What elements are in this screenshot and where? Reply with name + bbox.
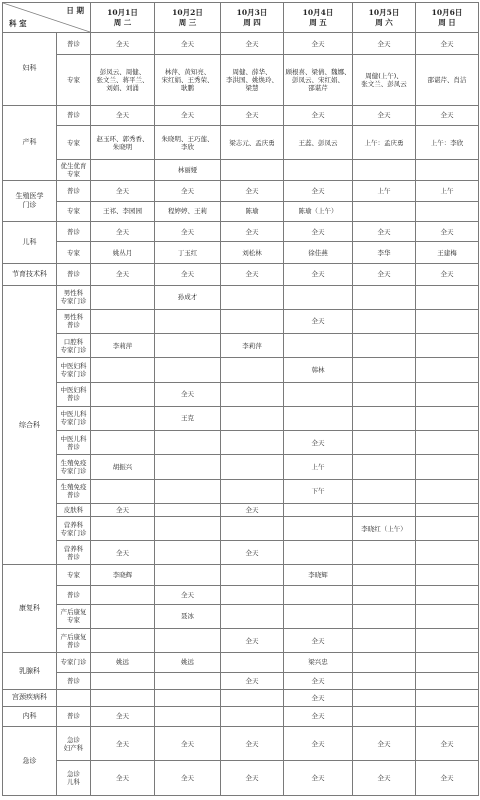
schedule-cell xyxy=(155,565,221,585)
department-name: 康复科 xyxy=(3,565,57,653)
schedule-cell xyxy=(353,479,416,503)
schedule-cell: 陈瑜 xyxy=(221,201,284,221)
schedule-cell: 程婷婷、王莉 xyxy=(155,201,221,221)
department-axis-label: 科 室 xyxy=(9,19,27,28)
schedule-cell xyxy=(416,585,479,604)
date-axis-label: 日 期 xyxy=(66,6,84,15)
schedule-cell: 全天 xyxy=(284,33,353,55)
schedule-cell: 全天 xyxy=(284,706,353,726)
schedule-cell xyxy=(284,503,353,516)
schedule-cell: 全天 xyxy=(155,221,221,241)
schedule-cell xyxy=(221,653,284,672)
clinic-type: 中医儿科 普诊 xyxy=(57,431,91,455)
schedule-cell xyxy=(284,334,353,358)
clinic-type: 男性科 专家门诊 xyxy=(57,285,91,309)
schedule-cell xyxy=(155,629,221,653)
table-row xyxy=(3,309,479,333)
schedule-cell: 林丽娅 xyxy=(155,160,221,180)
table-row xyxy=(3,33,479,55)
schedule-cell xyxy=(353,706,416,726)
schedule-cell xyxy=(353,285,416,309)
schedule-cell xyxy=(416,358,479,382)
schedule-cell xyxy=(91,479,155,503)
schedule-cell xyxy=(91,629,155,653)
clinic-type xyxy=(57,689,91,706)
schedule-cell: 顾根喜、梁倩、魏娜、 彭凤云、宋红娟、 邵谌芹 xyxy=(284,55,353,106)
schedule-cell: 全天 xyxy=(284,727,353,761)
schedule-cell xyxy=(416,706,479,726)
department-name: 儿科 xyxy=(3,221,57,263)
schedule-cell: 全天 xyxy=(91,105,155,125)
schedule-cell xyxy=(221,689,284,706)
schedule-cell xyxy=(353,565,416,585)
schedule-cell: 姚远 xyxy=(155,653,221,672)
schedule-cell xyxy=(353,455,416,479)
schedule-cell xyxy=(416,503,479,516)
schedule-cell: 王蕊、彭凤云 xyxy=(284,125,353,159)
schedule-cell xyxy=(221,516,284,540)
schedule-cell xyxy=(284,541,353,565)
schedule-cell xyxy=(353,541,416,565)
schedule-cell: 李莉萍 xyxy=(221,334,284,358)
table-row xyxy=(3,761,479,796)
schedule-cell: 全天 xyxy=(353,761,416,796)
schedule-cell xyxy=(416,565,479,585)
schedule-cell: 全天 xyxy=(221,672,284,689)
schedule-cell: 全天 xyxy=(284,221,353,241)
schedule-body xyxy=(3,33,479,796)
schedule-cell xyxy=(353,334,416,358)
schedule-cell: 彭凤云、周健、 张文兰、蒋平兰、 刘娟、刘涌 xyxy=(91,55,155,106)
schedule-cell: 全天 xyxy=(284,309,353,333)
table-row xyxy=(3,221,479,241)
schedule-cell: 全天 xyxy=(353,727,416,761)
schedule-cell xyxy=(416,653,479,672)
clinic-type: 中医儿科 专家门诊 xyxy=(57,406,91,430)
schedule-cell: 全天 xyxy=(91,706,155,726)
schedule-cell xyxy=(91,309,155,333)
schedule-cell xyxy=(416,334,479,358)
schedule-cell: 全天 xyxy=(91,264,155,285)
schedule-cell xyxy=(91,689,155,706)
schedule-cell: 周健、薛华、 李洪国、姚焕玲、 梁慧 xyxy=(221,55,284,106)
clinic-type: 急诊 妇产科 xyxy=(57,727,91,761)
schedule-cell xyxy=(416,455,479,479)
clinic-type: 普诊 xyxy=(57,221,91,241)
schedule-cell xyxy=(155,503,221,516)
schedule-cell xyxy=(416,541,479,565)
schedule-cell: 梁兴忠 xyxy=(284,653,353,672)
clinic-type: 产后康复 专家 xyxy=(57,604,91,628)
header-row xyxy=(3,3,479,33)
schedule-cell xyxy=(91,672,155,689)
day-date: 10月6日 xyxy=(431,7,463,17)
table-row xyxy=(3,727,479,761)
schedule-cell: 全天 xyxy=(221,180,284,201)
schedule-cell: 全天 xyxy=(353,105,416,125)
schedule-cell: 全天 xyxy=(221,105,284,125)
schedule-cell xyxy=(284,160,353,180)
table-row xyxy=(3,242,479,264)
schedule-cell: 全天 xyxy=(416,105,479,125)
day-weekday: 周 日 xyxy=(438,17,456,27)
clinic-type: 普诊 xyxy=(57,33,91,55)
clinic-type: 普诊 xyxy=(57,264,91,285)
clinic-type: 普诊 xyxy=(57,105,91,125)
schedule-cell xyxy=(155,706,221,726)
day-header xyxy=(353,3,416,33)
schedule-cell xyxy=(221,565,284,585)
schedule-cell xyxy=(155,334,221,358)
schedule-cell xyxy=(91,604,155,628)
clinic-type: 营养科 专家门诊 xyxy=(57,516,91,540)
schedule-cell: 全天 xyxy=(221,541,284,565)
table-row xyxy=(3,406,479,430)
clinic-type: 专家 xyxy=(57,125,91,159)
schedule-cell: 全天 xyxy=(284,761,353,796)
schedule-cell xyxy=(221,309,284,333)
table-row xyxy=(3,334,479,358)
schedule-cell xyxy=(221,479,284,503)
schedule-cell xyxy=(221,604,284,628)
clinic-type: 普诊 xyxy=(57,585,91,604)
clinic-type: 专家 xyxy=(57,201,91,221)
schedule-cell: 上午 xyxy=(353,180,416,201)
day-weekday: 周 四 xyxy=(243,17,261,27)
schedule-cell xyxy=(353,160,416,180)
table-row xyxy=(3,285,479,309)
table-row xyxy=(3,541,479,565)
schedule-cell: 全天 xyxy=(416,727,479,761)
schedule-cell: 上午 xyxy=(284,455,353,479)
schedule-cell xyxy=(155,479,221,503)
schedule-cell: 全天 xyxy=(353,221,416,241)
schedule-cell xyxy=(91,406,155,430)
schedule-cell: 全天 xyxy=(155,585,221,604)
schedule-cell: 全天 xyxy=(91,541,155,565)
schedule-cell xyxy=(416,285,479,309)
table-row xyxy=(3,672,479,689)
department-name: 生殖医学 门诊 xyxy=(3,180,57,221)
schedule-cell: 全天 xyxy=(91,221,155,241)
clinic-type: 生殖免疫 专家门诊 xyxy=(57,455,91,479)
day-header xyxy=(284,3,353,33)
schedule-cell: 全天 xyxy=(221,221,284,241)
schedule-cell xyxy=(353,382,416,406)
schedule-cell xyxy=(353,604,416,628)
schedule-cell: 全天 xyxy=(221,761,284,796)
table-row xyxy=(3,264,479,285)
schedule-cell: 全天 xyxy=(416,33,479,55)
schedule-cell: 全天 xyxy=(155,33,221,55)
table-row xyxy=(3,653,479,672)
clinic-type: 优生优育 专家 xyxy=(57,160,91,180)
table-row xyxy=(3,604,479,628)
schedule-cell xyxy=(221,455,284,479)
day-date: 10月4日 xyxy=(302,7,334,17)
table-row xyxy=(3,431,479,455)
schedule-cell: 李莉萍 xyxy=(91,334,155,358)
schedule-cell: 全天 xyxy=(353,264,416,285)
table-row xyxy=(3,55,479,106)
schedule-cell xyxy=(91,431,155,455)
schedule-cell xyxy=(353,358,416,382)
schedule-cell: 丁玉红 xyxy=(155,242,221,264)
day-header xyxy=(91,3,155,33)
schedule-cell xyxy=(416,382,479,406)
schedule-cell xyxy=(91,516,155,540)
schedule-cell: 全天 xyxy=(155,727,221,761)
schedule-cell xyxy=(416,604,479,628)
schedule-cell: 全天 xyxy=(91,727,155,761)
schedule-cell: 下午 xyxy=(284,479,353,503)
schedule-cell xyxy=(353,503,416,516)
schedule-cell xyxy=(416,629,479,653)
day-weekday: 周 六 xyxy=(375,17,393,27)
table-row xyxy=(3,201,479,221)
schedule-cell: 全天 xyxy=(221,727,284,761)
day-date: 10月5日 xyxy=(368,7,400,17)
day-weekday: 周 二 xyxy=(113,17,132,27)
schedule-cell xyxy=(155,309,221,333)
schedule-cell: 周健(上午)、 张文兰、彭凤云 xyxy=(353,55,416,106)
schedule-cell xyxy=(416,672,479,689)
schedule-cell: 全天 xyxy=(416,221,479,241)
day-date: 10月3日 xyxy=(236,7,268,17)
schedule-cell: 王建梅 xyxy=(416,242,479,264)
schedule-cell xyxy=(91,285,155,309)
schedule-cell: 全天 xyxy=(284,431,353,455)
schedule-cell xyxy=(91,160,155,180)
schedule-cell xyxy=(416,309,479,333)
schedule-cell: 李晓红（上午） xyxy=(353,516,416,540)
schedule-cell: 胡振兴 xyxy=(91,455,155,479)
clinic-type: 中医妇科 普诊 xyxy=(57,382,91,406)
schedule-cell: 全天 xyxy=(155,761,221,796)
clinic-type: 生殖免疫 普诊 xyxy=(57,479,91,503)
clinic-type: 普诊 xyxy=(57,180,91,201)
department-name: 妇科 xyxy=(3,33,57,106)
clinic-type: 皮肤科 xyxy=(57,503,91,516)
department-name: 产科 xyxy=(3,105,57,180)
schedule-cell xyxy=(353,406,416,430)
department-name: 急诊 xyxy=(3,727,57,796)
table-row xyxy=(3,503,479,516)
schedule-cell: 全天 xyxy=(353,33,416,55)
schedule-cell xyxy=(284,382,353,406)
schedule-cell: 李华 xyxy=(353,242,416,264)
schedule-cell: 全天 xyxy=(155,264,221,285)
department-name: 综合科 xyxy=(3,285,57,565)
schedule-cell xyxy=(416,406,479,430)
clinic-type: 专家 xyxy=(57,55,91,106)
schedule-cell xyxy=(221,406,284,430)
schedule-cell xyxy=(416,479,479,503)
schedule-cell xyxy=(284,285,353,309)
clinic-type: 男性科 普诊 xyxy=(57,309,91,333)
clinic-type: 普诊 xyxy=(57,706,91,726)
schedule-cell: 全天 xyxy=(155,105,221,125)
table-row xyxy=(3,479,479,503)
schedule-cell xyxy=(91,585,155,604)
schedule-cell xyxy=(416,516,479,540)
day-date: 10月2日 xyxy=(172,7,203,17)
table-row xyxy=(3,455,479,479)
table-row xyxy=(3,516,479,540)
schedule-cell xyxy=(221,382,284,406)
table-row xyxy=(3,160,479,180)
clinic-type: 营养科 普诊 xyxy=(57,541,91,565)
day-header xyxy=(221,3,284,33)
clinic-type: 产后康复 普诊 xyxy=(57,629,91,653)
table-row xyxy=(3,706,479,726)
schedule-cell: 全天 xyxy=(91,761,155,796)
clinic-type: 专家 xyxy=(57,565,91,585)
schedule-cell xyxy=(353,653,416,672)
schedule-cell xyxy=(284,406,353,430)
schedule-cell: 林萍、黄知亮、 宋红娟、王秀荣、 耿鹏 xyxy=(155,55,221,106)
schedule-cell: 全天 xyxy=(416,761,479,796)
schedule-cell: 陈瑜（上午） xyxy=(284,201,353,221)
schedule-cell: 全天 xyxy=(284,264,353,285)
clinic-type: 急诊 儿科 xyxy=(57,761,91,796)
department-name: 宫颈疾病科 xyxy=(3,689,57,706)
table-row xyxy=(3,629,479,653)
table-row xyxy=(3,689,479,706)
schedule-cell xyxy=(155,689,221,706)
schedule-cell: 孙成才 xyxy=(155,285,221,309)
schedule-cell xyxy=(221,358,284,382)
table-row xyxy=(3,585,479,604)
schedule-cell xyxy=(353,201,416,221)
schedule-cell: 全天 xyxy=(221,264,284,285)
schedule-cell xyxy=(91,358,155,382)
clinic-type: 专家门诊 xyxy=(57,653,91,672)
day-header xyxy=(416,3,479,33)
department-name: 节育技术科 xyxy=(3,264,57,285)
schedule-cell: 李晓辉 xyxy=(91,565,155,585)
day-date: 10月1日 xyxy=(107,7,138,17)
schedule-cell xyxy=(353,672,416,689)
schedule-cell: 邵谌芹、肖洁 xyxy=(416,55,479,106)
schedule-cell xyxy=(416,431,479,455)
clinic-type: 中医妇科 专家门诊 xyxy=(57,358,91,382)
department-name: 内科 xyxy=(3,706,57,726)
schedule-cell xyxy=(416,689,479,706)
schedule-cell xyxy=(221,706,284,726)
schedule-table xyxy=(2,2,479,796)
schedule-cell: 全天 xyxy=(221,629,284,653)
schedule-cell xyxy=(221,160,284,180)
schedule-cell: 聂冰 xyxy=(155,604,221,628)
schedule-cell: 王祁、李园园 xyxy=(91,201,155,221)
schedule-cell xyxy=(353,629,416,653)
schedule-cell xyxy=(91,382,155,406)
schedule-cell: 姚丛月 xyxy=(91,242,155,264)
schedule-cell: 全天 xyxy=(91,180,155,201)
schedule-cell xyxy=(284,516,353,540)
schedule-cell: 徐佳燕 xyxy=(284,242,353,264)
schedule-cell: 王克 xyxy=(155,406,221,430)
schedule-cell xyxy=(221,585,284,604)
clinic-type: 口腔科 专家门诊 xyxy=(57,334,91,358)
schedule-cell: 全天 xyxy=(221,503,284,516)
table-row xyxy=(3,125,479,159)
day-header xyxy=(155,3,221,33)
schedule-cell xyxy=(155,672,221,689)
schedule-cell: 全天 xyxy=(155,180,221,201)
schedule-cell: 韩林 xyxy=(284,358,353,382)
schedule-cell xyxy=(155,455,221,479)
schedule-cell: 全天 xyxy=(284,672,353,689)
schedule-cell xyxy=(155,516,221,540)
schedule-cell xyxy=(155,358,221,382)
schedule-cell xyxy=(416,201,479,221)
schedule-cell xyxy=(353,585,416,604)
table-row xyxy=(3,358,479,382)
schedule-cell: 全天 xyxy=(155,382,221,406)
schedule-cell xyxy=(221,285,284,309)
schedule-cell: 朱晓明、王巧莲、 李欣 xyxy=(155,125,221,159)
schedule-cell xyxy=(221,431,284,455)
schedule-cell: 全天 xyxy=(91,33,155,55)
schedule-cell: 上午：李欣 xyxy=(416,125,479,159)
clinic-type: 普诊 xyxy=(57,672,91,689)
table-row xyxy=(3,382,479,406)
schedule-cell: 全天 xyxy=(284,689,353,706)
schedule-cell: 李晓辉 xyxy=(284,565,353,585)
schedule-cell: 全天 xyxy=(221,33,284,55)
table-row xyxy=(3,565,479,585)
department-name: 乳腺科 xyxy=(3,653,57,689)
schedule-cell: 全天 xyxy=(416,264,479,285)
schedule-cell xyxy=(284,585,353,604)
schedule-cell: 上午：孟庆勇 xyxy=(353,125,416,159)
schedule-cell: 全天 xyxy=(91,503,155,516)
schedule-cell xyxy=(353,431,416,455)
schedule-cell xyxy=(284,604,353,628)
schedule-cell: 上午 xyxy=(416,180,479,201)
clinic-type: 专家 xyxy=(57,242,91,264)
schedule-cell: 全天 xyxy=(284,629,353,653)
schedule-cell: 刘松林 xyxy=(221,242,284,264)
table-row xyxy=(3,180,479,201)
day-weekday: 周 三 xyxy=(178,17,197,27)
schedule-cell: 姚远 xyxy=(91,653,155,672)
schedule-cell: 全天 xyxy=(284,180,353,201)
schedule-cell: 赵玉环、郭秀香、 朱晓明 xyxy=(91,125,155,159)
schedule-cell xyxy=(155,431,221,455)
header-corner xyxy=(3,3,91,33)
schedule-cell xyxy=(416,160,479,180)
schedule-cell xyxy=(353,689,416,706)
table-row xyxy=(3,105,479,125)
schedule-cell: 梁志元、孟庆勇 xyxy=(221,125,284,159)
schedule-cell xyxy=(353,309,416,333)
schedule-cell xyxy=(155,541,221,565)
day-weekday: 周 五 xyxy=(309,17,327,27)
schedule-cell: 全天 xyxy=(284,105,353,125)
